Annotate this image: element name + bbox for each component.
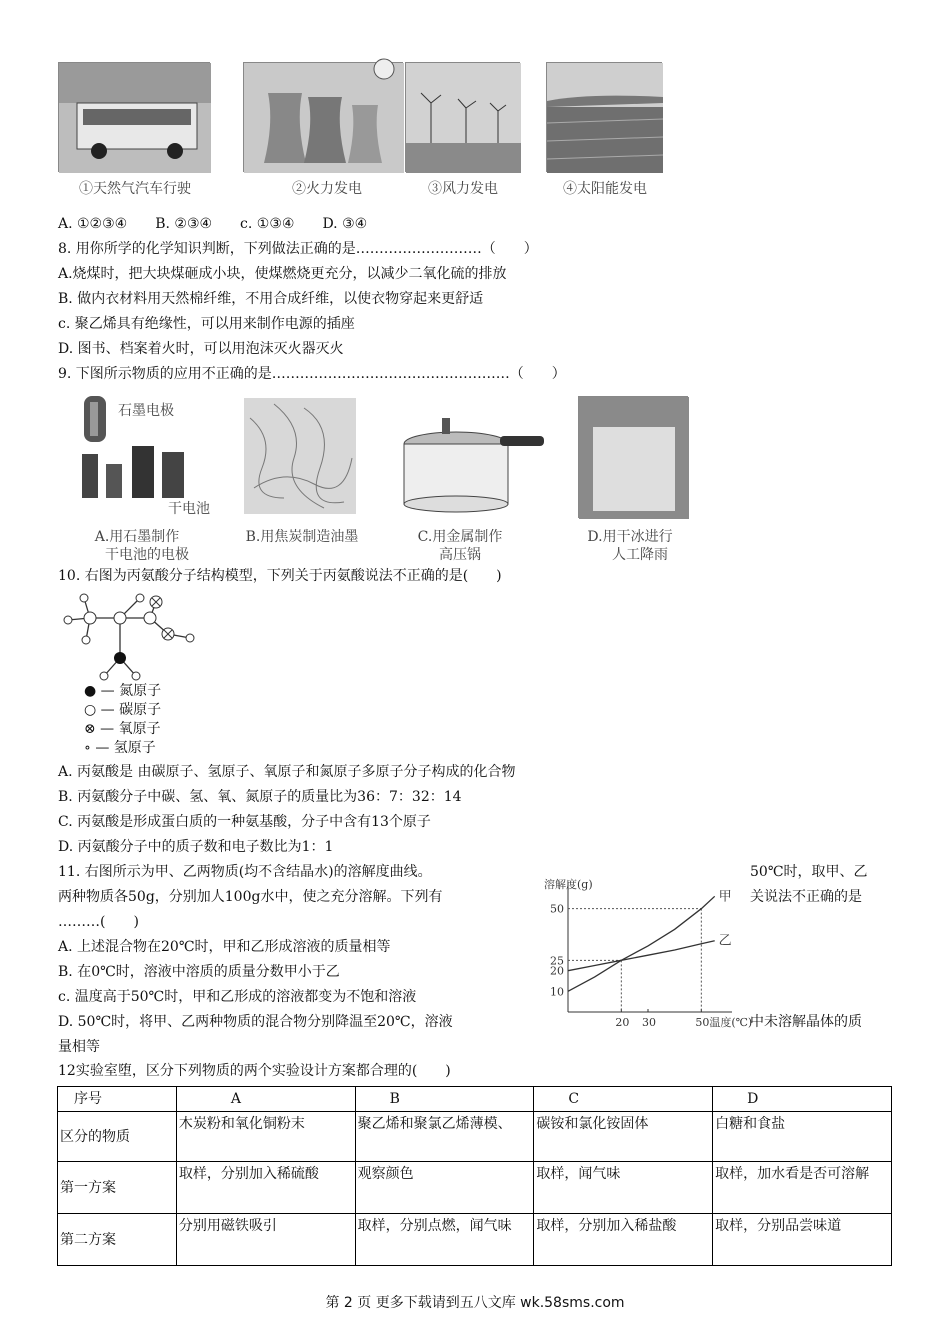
table-row bbox=[58, 1214, 892, 1266]
series-line-1 bbox=[568, 896, 715, 991]
legend-carbon: ○ — 碳原子 bbox=[84, 702, 162, 718]
x-tick-label: 20 bbox=[615, 1016, 630, 1029]
q9-stem: 9. 下图所示物质的应用不正确的是……………………………………………（ ） bbox=[58, 366, 566, 382]
series-label: 甲 bbox=[718, 889, 732, 905]
table-cell: 观察颜色 bbox=[355, 1162, 534, 1214]
header-cell: A bbox=[176, 1087, 355, 1112]
q12-stem: 12实验室堕，区分下列物质的两个实验设计方案都合理的( ) bbox=[58, 1063, 451, 1079]
q11-option-b: B. 在0℃时，溶液中溶质的质量分数甲小于乙 bbox=[58, 964, 340, 980]
header-cell: B bbox=[355, 1087, 534, 1112]
table-cell: 分别用磁铁吸引 bbox=[176, 1214, 355, 1266]
header-cell: D bbox=[713, 1087, 892, 1112]
table-cell: 木炭粉和氧化铜粉末 bbox=[176, 1112, 355, 1162]
table-cell: 取样，分别加入稀硫酸 bbox=[176, 1162, 355, 1214]
q9-caption-d-2: 人工降雨 bbox=[612, 547, 668, 563]
q11-line1a: 11. 右图所示为甲、乙两物质(均不含结晶水)的溶解度曲线。 bbox=[58, 864, 432, 880]
x-axis-label: 温度(℃) bbox=[709, 1016, 753, 1029]
q10-option-a: A. 丙氨酸是 由碳原子、氢原子、氧原子和氮原子多原子分子构成的化合物 bbox=[58, 764, 516, 780]
series-line-2 bbox=[568, 941, 715, 971]
y-tick-label: 10 bbox=[550, 985, 564, 999]
q7-caption-3: ③风力发电 bbox=[428, 181, 498, 197]
q10-option-c: C. 丙氨酸是形成蛋白质的一种氨基酸，分子中含有13个原子 bbox=[58, 814, 431, 830]
series-label: 乙 bbox=[718, 933, 732, 949]
legend-hydrogen: ∘ — 氢原子 bbox=[84, 740, 156, 756]
y-tick-label: 20 bbox=[550, 964, 564, 978]
header-cell: 序号 bbox=[58, 1087, 177, 1112]
alanine-structure-diagram bbox=[58, 590, 208, 686]
q8-option-d: D. 图书、档案着火时，可以用泡沫灭火器灭火 bbox=[58, 341, 344, 357]
row-label: 第一方案 bbox=[58, 1162, 177, 1214]
y-axis-label: 溶解度(g) bbox=[544, 878, 593, 891]
q11-line1b: 50℃时，取甲、乙 bbox=[750, 864, 868, 880]
dry-battery-label: 干电池 bbox=[168, 501, 210, 517]
q8-stem: 8. 用你所学的化学知识判断，下列做法正确的是………………………（ ） bbox=[58, 241, 538, 257]
table-cell: 取样，分别品尝味道 bbox=[713, 1214, 892, 1266]
q11-option-c: c. 温度高于50℃时，甲和乙形成的溶液都变为不饱和溶液 bbox=[58, 989, 417, 1005]
q9-caption-a-2: 干电池的电极 bbox=[105, 547, 189, 563]
coke-texture-illustration bbox=[244, 398, 356, 514]
solar-panels-illustration bbox=[547, 63, 663, 173]
table-row bbox=[58, 1112, 892, 1162]
table-cell: 取样，分别加入稀盐酸 bbox=[534, 1214, 713, 1266]
q9-caption-c-1: C.用金属制作 bbox=[417, 529, 503, 545]
alanine-model bbox=[58, 590, 208, 686]
table-cell: 取样，分别点燃，闻气味 bbox=[355, 1214, 534, 1266]
x-tick-label: 30 bbox=[642, 1016, 656, 1029]
q9-caption-a-1: A.用石墨制作 bbox=[94, 529, 180, 545]
q7-caption-4: ④太阳能发电 bbox=[563, 181, 647, 197]
q7-options: A. ①②③④ B. ②③④ c. ①③④ D. ③④ bbox=[58, 216, 368, 232]
photo-thermal-power bbox=[243, 62, 403, 172]
graphite-electrode-label: 石墨电极 bbox=[118, 403, 174, 419]
bus-illustration bbox=[59, 63, 211, 173]
q9-caption-b-1: B.用焦炭制造油墨 bbox=[245, 529, 359, 545]
q11-option-d-b: 中未溶解晶体的质 bbox=[750, 1014, 862, 1030]
q12-table bbox=[57, 1086, 892, 1266]
row-label: 第二方案 bbox=[58, 1214, 177, 1266]
page-footer: 第 2 页 更多下载请到五八文库 wk.58sms.com bbox=[325, 1295, 625, 1311]
q11-option-a: A. 上述混合物在20℃时，甲和乙形成溶液的质量相等 bbox=[58, 939, 391, 955]
q10-stem: 10. 右图为丙氨酸分子结构模型，下列关于丙氨酸说法不正确的是( ) bbox=[58, 568, 502, 584]
q9-caption-d-1: D.用干冰进行 bbox=[587, 529, 673, 545]
table-cell: 碳铵和氯化铵固体 bbox=[534, 1112, 713, 1162]
q11-option-d-a: D. 50℃时，将甲、乙两种物质的混合物分别降温至20℃，溶液 bbox=[58, 1014, 453, 1030]
dry-ice-illustration bbox=[579, 397, 689, 519]
q11-line3: ………( ) bbox=[58, 914, 139, 930]
cooling-towers-illustration bbox=[244, 63, 404, 173]
x-tick-label: 50 bbox=[695, 1016, 710, 1029]
q10-option-d: D. 丙氨酸分子中的质子数和电子数比为1：1 bbox=[58, 839, 334, 855]
wind-turbines-illustration bbox=[406, 63, 521, 173]
photo-solar-power bbox=[546, 62, 662, 172]
pressure-cooker-illustration bbox=[396, 406, 546, 516]
photo-wind-power bbox=[405, 62, 520, 172]
table-header-row bbox=[58, 1087, 892, 1112]
row-label: 区分的物质 bbox=[58, 1112, 177, 1162]
q9-image-a bbox=[72, 392, 212, 517]
y-tick-label: 50 bbox=[550, 902, 564, 916]
q9-image-d bbox=[578, 396, 688, 518]
q11-line2a: 两种物质各50g，分别加人100g水中，使之充分溶解。下列有 bbox=[58, 889, 443, 905]
q8-option-a: A.烧煤时，把大块煤砸成小块，使煤燃烧更充分，以减少二氧化硫的排放 bbox=[58, 266, 507, 282]
table-cell: 聚乙烯和聚氯乙烯薄模、 bbox=[355, 1112, 534, 1162]
q9-image-b bbox=[244, 398, 356, 514]
table-row bbox=[58, 1162, 892, 1214]
table-cell: 取样，闻气味 bbox=[534, 1162, 713, 1214]
photo-natural-gas-bus bbox=[58, 62, 210, 172]
q7-caption-1: ①天然气汽车行驶 bbox=[79, 181, 191, 197]
q11-option-d-c: 量相等 bbox=[58, 1039, 100, 1055]
legend-oxygen: ⊗ — 氧原子 bbox=[84, 721, 161, 737]
q9-caption-c-2: 高压锅 bbox=[439, 547, 481, 563]
q8-option-c: c. 聚乙烯具有绝缘性，可以用来制作电源的插座 bbox=[58, 316, 355, 332]
q11-line2b: 关说法不正确的是 bbox=[750, 889, 862, 905]
solubility-chart bbox=[540, 872, 753, 1032]
header-cell: C bbox=[534, 1087, 713, 1112]
q7-caption-2: ②火力发电 bbox=[292, 181, 362, 197]
table-cell: 白糖和食盐 bbox=[713, 1112, 892, 1162]
q10-option-b: B. 丙氨酸分子中碳、氢、氧、氮原子的质量比为36：7：32：14 bbox=[58, 789, 462, 805]
table-cell: 取样，加水看是否可溶解 bbox=[713, 1162, 892, 1214]
legend-nitrogen: ● — 氮原子 bbox=[84, 683, 162, 699]
q9-image-c bbox=[396, 406, 546, 516]
y-tick-label: 25 bbox=[550, 954, 564, 968]
q8-option-b: B. 做内衣材料用天然棉纤维，不用合成纤维，以使衣物穿起来更舒适 bbox=[58, 291, 484, 307]
